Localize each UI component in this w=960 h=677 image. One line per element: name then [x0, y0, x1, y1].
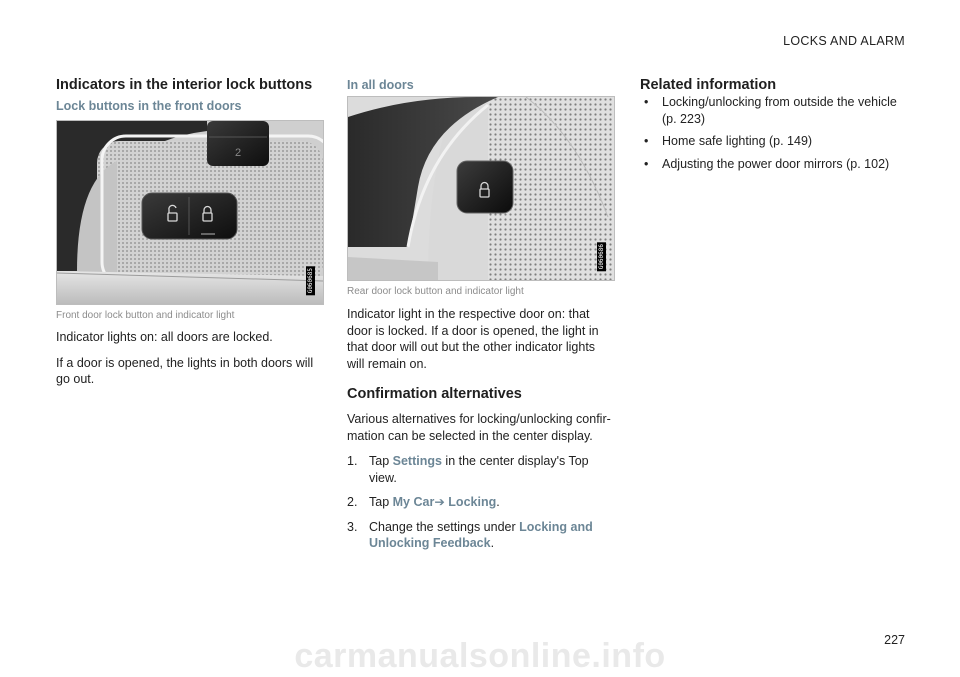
front-door-lock-figure — [56, 120, 324, 305]
column-front-doors — [56, 76, 322, 388]
figure-code: G060686 — [598, 243, 605, 269]
front-para-2: If a door is opened, the lights in both doors will go out. — [56, 355, 314, 386]
confirmation-steps — [347, 453, 615, 552]
column-related — [640, 76, 910, 178]
locking-feedback-term: Locking and Unlocking Feedback — [369, 519, 593, 550]
front-figure-caption: Front door lock button and indicator light — [56, 310, 235, 321]
related-item[interactable]: • Locking/unlocking from outside the vehicle (p. 223) — [644, 95, 897, 126]
front-door-lock-illustration — [57, 121, 323, 304]
section-title: Indicators in the interior lock buttons — [56, 77, 313, 93]
all-doors-para: Indicator light in the respective door on: that door is locked. If a door is opened, the light in that door will out but the other indicator lights will remain on. — [347, 307, 599, 371]
page-number: 227 — [884, 633, 905, 647]
confirmation-intro: Various alternatives for locking/unlocking confir-mation can be selected in the center display. — [347, 412, 611, 443]
rear-door-lock-illustration — [348, 97, 614, 280]
column-all-doors — [347, 76, 615, 552]
related-item[interactable]: • Adjusting the power door mirrors (p. 102) — [644, 156, 890, 171]
settings-term: Settings — [392, 454, 442, 468]
svg-text:2: 2 — [235, 147, 242, 159]
front-doors-heading: Lock buttons in the front doors — [56, 99, 242, 113]
watermark: carmanualsonline.info — [294, 637, 666, 675]
step-3: 3. Change the settings under Locking and Unlocking Feedback. — [347, 519, 593, 550]
step-2: 2. Tap My Car➔ Locking. — [347, 495, 500, 509]
arrow-right-icon: ➔ — [434, 495, 445, 509]
front-para-1: Indicator lights on: all doors are locked. — [56, 330, 273, 344]
related-item[interactable]: • Home safe lighting (p. 149) — [644, 134, 813, 148]
locking-term: Locking — [448, 495, 497, 509]
bullet: • — [644, 95, 649, 109]
all-doors-heading: In all doors — [347, 78, 414, 92]
related-heading: Related information — [640, 77, 777, 93]
step-1: 1. Tap Settings in the center display's Top view. — [347, 454, 589, 485]
figure-code: G060685 — [307, 267, 314, 293]
my-car-term: My Car — [392, 495, 435, 509]
bullet: • — [644, 156, 649, 171]
rear-figure-caption: Rear door lock button and indicator light — [347, 286, 524, 297]
confirmation-heading: Confirmation alternatives — [347, 386, 522, 402]
related-list — [640, 94, 910, 172]
running-header: LOCKS AND ALARM — [783, 34, 905, 48]
bullet: • — [644, 134, 649, 148]
rear-door-lock-figure — [347, 96, 615, 281]
